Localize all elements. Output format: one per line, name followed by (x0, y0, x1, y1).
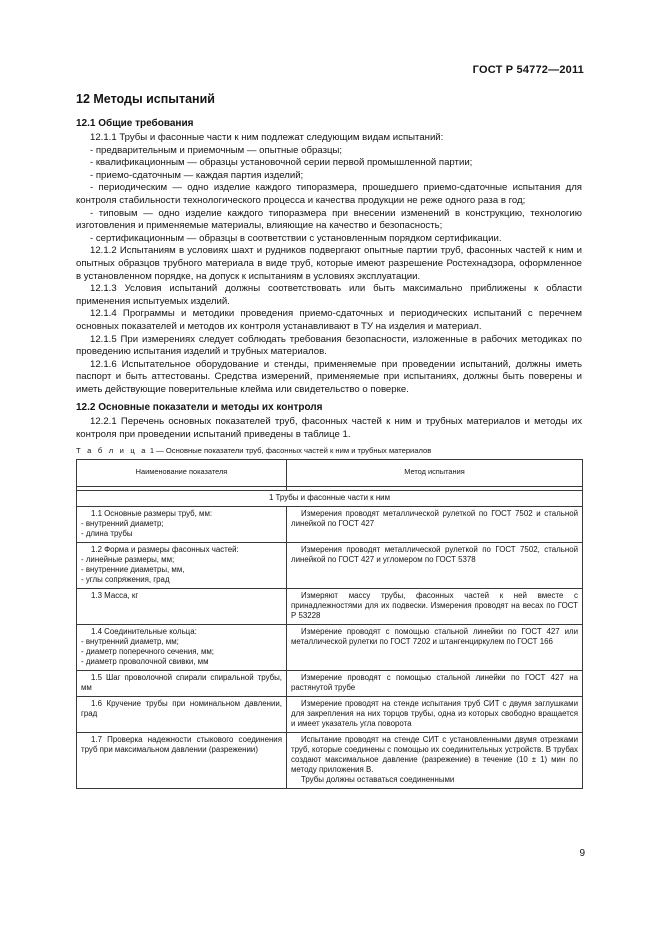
method-line: Измерение проводят с помощью стальной линейки по ГОСТ 427 или металлической рулетки по ГОСТ 7202 и штангенциркулем по ГОСТ 166 (291, 626, 578, 646)
method-cell (287, 696, 583, 732)
method-cell (287, 732, 583, 788)
table-row (77, 732, 583, 788)
indicator-line: 1.3 Масса, кг (91, 590, 139, 600)
indicator-line: 1.1 Основные размеры труб, мм: (91, 508, 213, 518)
indicator-line: - углы сопряжения, град (81, 574, 170, 584)
paragraph: 12.1.5 При измерениях следует соблюдать требования безопасности, изложенные в рабочих методиках по проведению испытания изделий и трубных материалов. (76, 333, 582, 358)
method-line: Измеряют массу трубы, фасонных частей к ней вместе с принадлежностями для их подвески. Измерения проводят на весах по ГОСТ Р 53228 (291, 590, 578, 620)
indicator-cell (77, 506, 287, 542)
column-header-indicator: Наименование показателя (77, 459, 287, 486)
method-line: Измерение проводят с помощью стальной линейки по ГОСТ 427 на растянутой трубе (291, 672, 578, 692)
table-row (77, 542, 583, 588)
page-content (76, 92, 582, 789)
indicator-cell (77, 588, 287, 624)
indicator-line: - диаметр проволочной свивки, мм (81, 656, 209, 666)
indicator-line: 1.6 Кручение трубы при номинальном давлении, град (81, 698, 282, 718)
table-row (77, 670, 583, 696)
method-cell (287, 506, 583, 542)
standard-code: ГОСТ Р 54772—2011 (472, 64, 584, 76)
paragraph: 12.1.3 Условия испытаний должны соответствовать или быть максимально приближены к области применения испытуемых изделий. (76, 283, 582, 307)
paragraph: 12.1.6 Испытательное оборудование и стенды, применяемые при проведении испытаний, должны иметь паспорт и быть аттестованы. Средства измерений, применяемые при испытаниях, должны быть поверены и иметь действующие поверительные клейма или свидетельство о поверке. (76, 358, 582, 395)
table-row (77, 588, 583, 624)
indicator-line: - внутренний диаметр, мм; (81, 636, 179, 646)
method-line: Измерения проводят металлической рулеткой по ГОСТ 7502 и стальной линейкой по ГОСТ 427 (291, 508, 578, 528)
table-caption-text: 1 — Основные показатели труб, фасонных частей к ним и трубных материалов (147, 445, 432, 455)
indicator-cell (77, 542, 287, 588)
table-section-title: 1 Трубы и фасонные части к ним (77, 490, 583, 506)
subsection-title-general: 12.1 Общие требования (76, 118, 194, 129)
indicators-table (76, 459, 583, 789)
page-number: 9 (579, 848, 585, 859)
method-cell (287, 670, 583, 696)
subsection-title-indicators: 12.2 Основные показатели и методы их контроля (76, 402, 323, 414)
table-row (77, 506, 583, 542)
indicator-cell (77, 670, 287, 696)
paragraph: - приемо-сдаточным — каждая партия изделий; (90, 169, 304, 181)
paragraph: 12.1.2 Испытаниям в условиях шахт и рудников подвергают опытные партии труб, фасонных частей к ним и опытных образцов трубного материала в виде труб, которые имеют разрешение Ростехнадзора, оформленное в установленном порядке, на допуск к испытаниям в условиях эксплуатации. (76, 245, 582, 282)
paragraph: 12.1.4 Программы и методики проведения приемо-сдаточных и периодических испытаний с перечнем основных показателей и методов их контроля устанавливают в ТУ на изделия и материал. (76, 308, 582, 332)
indicator-cell (77, 732, 287, 788)
paragraph: 12.2.1 Перечень основных показателей труб, фасонных частей к ним и трубных материалов и методы их контроля при проведении испытаний приведены в таблице 1. (76, 416, 582, 441)
table-row (77, 624, 583, 670)
section-title: 12 Методы испытаний (76, 92, 215, 106)
indicator-line: 1.5 Шаг проволочной спирали спиральной трубы, мм (81, 672, 282, 692)
indicator-cell (77, 696, 287, 732)
method-line: Измерения проводят металлической рулеткой по ГОСТ 7502, стальной линейкой по ГОСТ 427 и угломером по ГОСТ 5378 (291, 544, 578, 564)
column-header-method: Метод испытания (287, 459, 583, 486)
paragraph: 12.1.1 Трубы и фасонные части к ним подлежат следующим видам испытаний: (90, 132, 444, 143)
table-caption (76, 446, 582, 456)
paragraph: - квалификационным — образцы установочной серии первой промышленной партии; (90, 157, 473, 169)
table-row (77, 696, 583, 732)
table-caption-label: Т а б л и ц а (76, 445, 148, 455)
general-requirements (76, 132, 582, 396)
paragraph: - предварительным и приемочным — опытные образцы; (90, 144, 343, 156)
method-cell (287, 624, 583, 670)
method-line: Измерение проводят на стенде испытания труб СИТ с двумя заглушками для закрепления на них торцов трубы, одна из которых свободно вращается и имеет указатель угла поворота (291, 698, 578, 728)
table-header-row (77, 459, 583, 486)
method-cell (287, 542, 583, 588)
indicator-line: - длина трубы (81, 528, 133, 538)
indicator-line: 1.7 Проверка надежности стыкового соединения труб при максимальном давлении (разрежении) (81, 734, 282, 754)
paragraph: - сертификационным — образцы в соответствии с установленным порядком сертификации. (90, 232, 502, 244)
indicator-line: 1.4 Соединительные кольца: (91, 626, 197, 636)
indicator-line: - линейные размеры, мм; (81, 554, 175, 564)
indicator-line: - внутренний диаметр; (81, 518, 164, 528)
paragraph: - периодическим — одно изделие каждого типоразмера, прошедшего приемо-сдаточные испытания для контроля стабильности технологического процесса и качества продукции не реже одного раза в год; (76, 182, 582, 206)
paragraph: - типовым — одно изделие каждого типоразмера при внесении изменений в конструкцию, технологию изготовления и применяемые материалы, влияющие на качество и безопасность; (76, 207, 582, 232)
method-line: Трубы должны оставаться соединенными (301, 774, 455, 784)
indicator-line: - диаметр поперечного сечения, мм; (81, 646, 214, 656)
indicator-cell (77, 624, 287, 670)
indicator-line: - внутренние диаметры, мм, (81, 564, 185, 574)
method-cell (287, 588, 583, 624)
indicator-line: 1.2 Форма и размеры фасонных частей: (91, 544, 239, 554)
table-section-row (77, 490, 583, 506)
method-line: Испытание проводят на стенде СИТ с установленными двумя отрезками труб, которые соединены с помощью их соединительных устройств. В трубах создают максимальное давление (разрежение) в течение (10 ± 1) мин по методу приложения В. (291, 734, 578, 774)
